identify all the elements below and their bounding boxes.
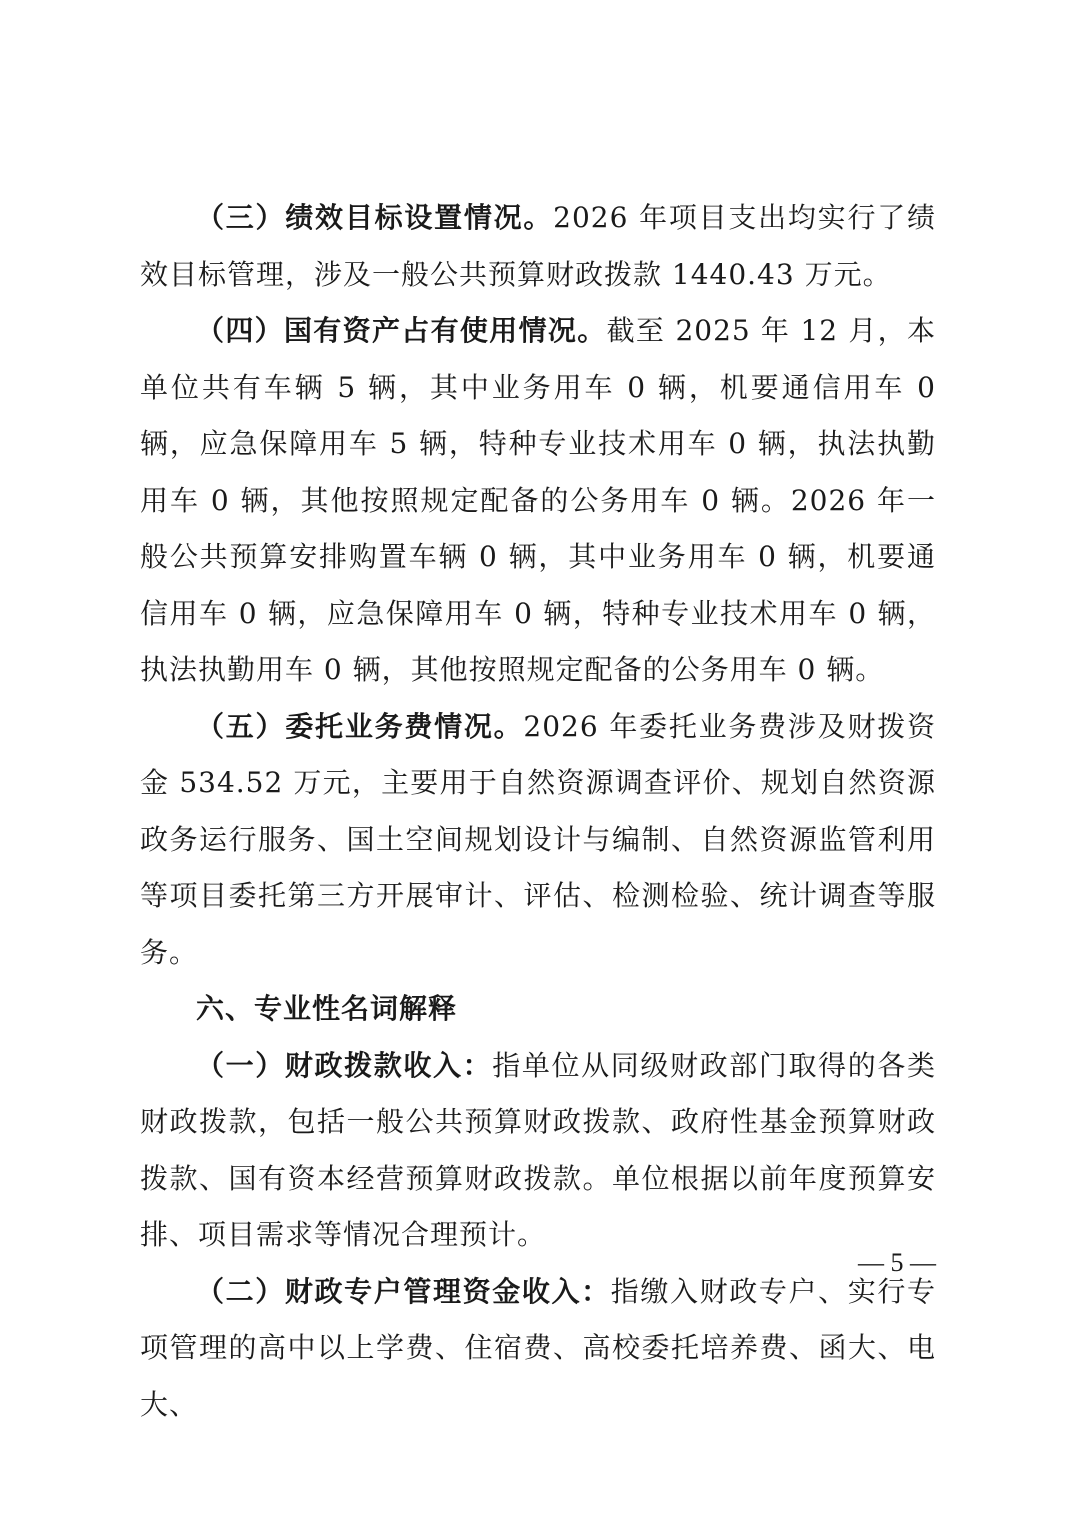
- paragraph-lead: （五）委托业务费情况。: [196, 709, 524, 743]
- document-body: [140, 190, 936, 1433]
- definition-text: 指单位从同级财政部门取得的各类财政拨款，包括一般公共预算财政拨款、政府性基金预算财政拨款、国有资本经营预算财政拨款。单位根据以前年度预算安排、项目需求等情况合理预计。: [140, 1048, 936, 1251]
- definition-lead: （二）财政专户管理资金收入：: [196, 1274, 611, 1308]
- definition-fiscal-appropriation: [140, 1038, 936, 1264]
- definition-text: 指缴入财政专户、实行专项管理的高中以上学费、住宿费、高校委托培养费、函大、电大、: [140, 1274, 936, 1421]
- page-number: — 5 —: [858, 1248, 936, 1277]
- paragraph-lead: （三）绩效目标设置情况。: [196, 201, 554, 234]
- paragraph-text: 2026 年项目支出均实行了绩效目标管理，涉及一般公共预算财政拨款 1440.43 万元。: [140, 201, 936, 291]
- definition-lead: （一）财政拨款收入：: [196, 1048, 493, 1082]
- paragraph-performance-targets: [140, 190, 936, 303]
- paragraph-text: 2026 年委托业务费涉及财拨资金 534.52 万元，主要用于自然资源调查评价、规划自然资源政务运行服务、国土空间规划设计与编制、自然资源监管利用等项目委托第三方开展审计、评估、检测检验、统计调查等服务。: [140, 709, 936, 969]
- paragraph-state-assets: [140, 303, 936, 699]
- section-heading: 六、专业性名词解释: [196, 992, 458, 1025]
- paragraph-lead: （四）国有资产占有使用情况。: [196, 314, 607, 347]
- definition-special-account: [140, 1264, 936, 1434]
- paragraph-entrusted-business: [140, 699, 936, 982]
- paragraph-text: 截至 2025 年 12 月，本单位共有车辆 5 辆，其中业务用车 0 辆，机要通信用车 0 辆，应急保障用车 5 辆，特种专业技术用车 0 辆，执法执勤用车 0 辆，其他按照规定配备的公务用车 0 辆。2026 年一般公共预算安排购置车辆 0 辆，其中业务用车 0 辆，机要通信用车 0 辆，应急保障用车 0 辆，特种专业技术用车 0 辆，执法执勤用车 0 辆，其他按照规定配备的公务用车 0 辆。: [140, 314, 936, 686]
